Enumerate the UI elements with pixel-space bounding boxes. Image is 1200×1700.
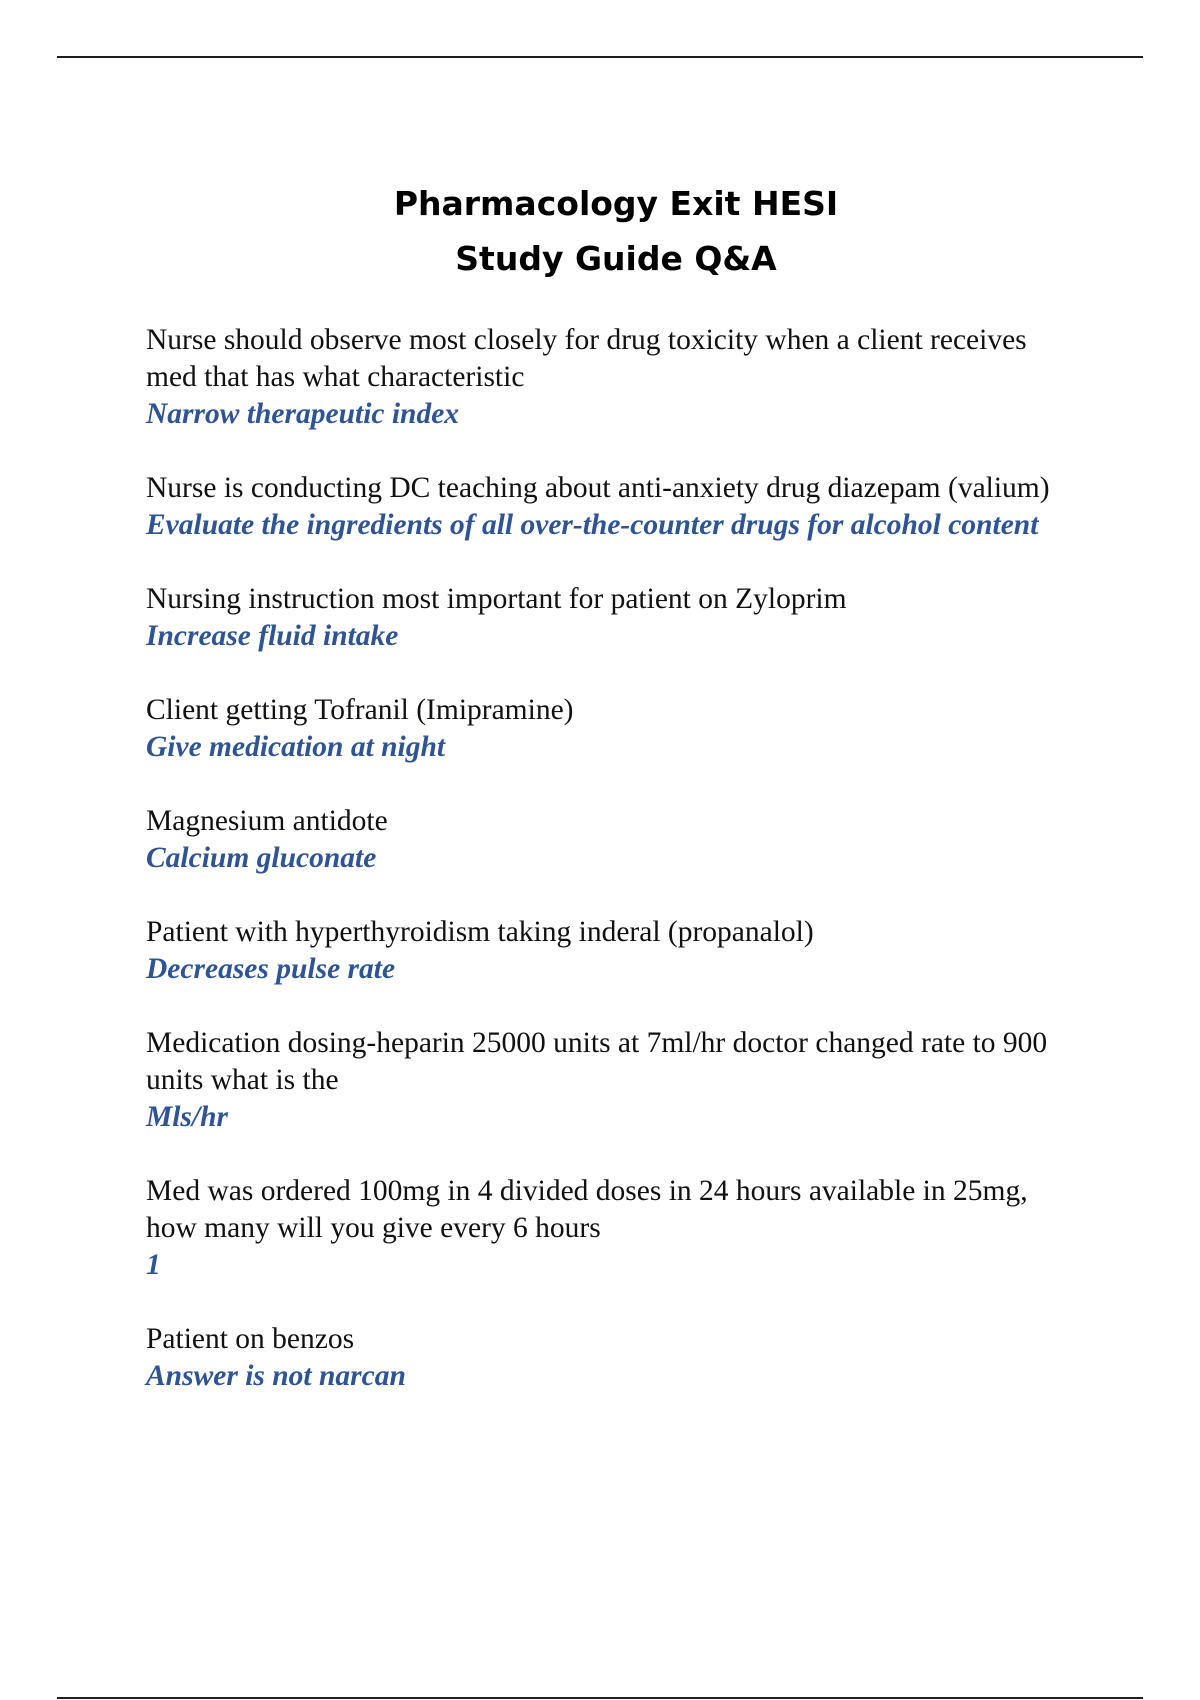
qa-list: [146, 322, 1066, 1432]
question-text: Med was ordered 100mg in 4 divided doses in 24 hours available in 25mg, how many will you give every 6 hours: [146, 1175, 1028, 1244]
answer-text: Narrow therapeutic index: [146, 398, 460, 430]
qa-item: [146, 1025, 1066, 1136]
answer-text: 1: [146, 1249, 161, 1281]
answer-text: Answer is not narcan: [146, 1360, 406, 1392]
answer-text: Evaluate the ingredients of all over-the-counter drugs for alcohol content: [146, 509, 1039, 541]
question-text: Client getting Tofranil (Imipramine): [146, 694, 574, 726]
answer-text: Mls/hr: [146, 1101, 228, 1133]
question-text: Nurse should observe most closely for drug toxicity when a client receives med that has what characteristic: [146, 324, 1027, 393]
answer-text: Give medication at night: [146, 731, 446, 763]
question-text: Nurse is conducting DC teaching about anti-anxiety drug diazepam (valium): [146, 472, 1050, 504]
question-text: Medication dosing-heparin 25000 units at 7ml/hr doctor changed rate to 900 units what is the: [146, 1027, 1048, 1096]
title-line-2: Study Guide Q&A: [455, 239, 777, 278]
page-title: [0, 176, 1200, 286]
qa-item: [146, 1321, 1066, 1395]
qa-item: [146, 692, 1066, 766]
qa-item: [146, 581, 1066, 655]
qa-item: [146, 470, 1066, 544]
top-rule: [57, 56, 1143, 58]
qa-item: [146, 1173, 1066, 1284]
bottom-rule: [57, 1697, 1143, 1699]
question-text: Nursing instruction most important for patient on Zyloprim: [146, 583, 847, 615]
qa-item: [146, 803, 1066, 877]
title-line-1: Pharmacology Exit HESI: [393, 184, 839, 223]
question-text: Patient on benzos: [146, 1323, 355, 1355]
answer-text: Calcium gluconate: [146, 842, 377, 874]
qa-item: [146, 914, 1066, 988]
answer-text: Decreases pulse rate: [146, 953, 396, 985]
question-text: Patient with hyperthyroidism taking inderal (propanalol): [146, 916, 814, 948]
answer-text: Increase fluid intake: [146, 620, 399, 652]
question-text: Magnesium antidote: [146, 805, 388, 837]
qa-item: [146, 322, 1066, 433]
